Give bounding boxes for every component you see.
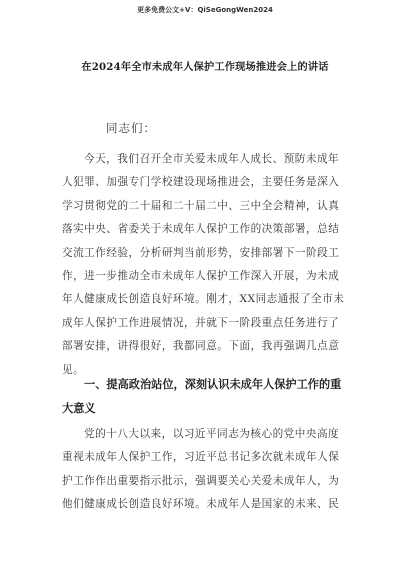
paragraph-line: 年人健康成长创造良好环境。刚才，XX同志通报了全市未 xyxy=(62,293,345,306)
paragraph-line: 见。 xyxy=(62,363,85,376)
paragraph-line: 部署安排，讲得很好，我都同意。下面，我再强调几点意 xyxy=(62,340,340,353)
document-title: 在2024年全市未成年人保护工作现场推进会上的讲话 xyxy=(81,61,329,73)
paragraph-line: 他们健康成长创造良好环境。未成年人是国家的未来、民 xyxy=(62,498,340,511)
paragraph-line: 成年人保护工作进展情况，并就下一阶段重点任务进行了 xyxy=(62,316,340,329)
paragraph-line: 学习贯彻党的二十届和二十届二中、三中全会精神，认真 xyxy=(62,199,340,212)
paragraph-line: 党的十八大以来，以习近平同志为核心的党中央高度 xyxy=(84,428,340,440)
paragraph-line: 护工作作出重要指示批示，强调要关心关爱未成年人，为 xyxy=(62,474,340,487)
paragraph-section-1 xyxy=(62,423,348,517)
heading-line: 大意义 xyxy=(62,401,96,415)
paragraph-line: 人犯罪、加强专门学校建设现场推进会，主要任务是深入 xyxy=(62,176,340,189)
section-heading-1 xyxy=(62,372,352,420)
paragraph-line: 今天，我们召开全市关爱未成年人成长、预防未成年 xyxy=(84,153,340,165)
heading-line: 一、提高政治站位，深刻认识未成年人保护工作的重 xyxy=(84,377,342,391)
paragraph-intro xyxy=(62,148,348,382)
paragraph-line: 作，进一步推动全市未成年人保护工作深入开展，为未成 xyxy=(62,270,340,283)
page-header-note: 更多免费公文+V：QiSeGongWen2024 xyxy=(137,6,273,14)
paragraph-line: 落实中央、省委关于未成年人保护工作的决策部署，总结 xyxy=(62,223,340,236)
salutation: 同志们： xyxy=(106,121,156,135)
paragraph-line: 交流工作经验，分析研判当前形势，安排部署下一阶段工 xyxy=(62,246,340,259)
paragraph-line: 重视未成年人保护工作，习近平总书记多次就未成年人保 xyxy=(62,451,340,464)
